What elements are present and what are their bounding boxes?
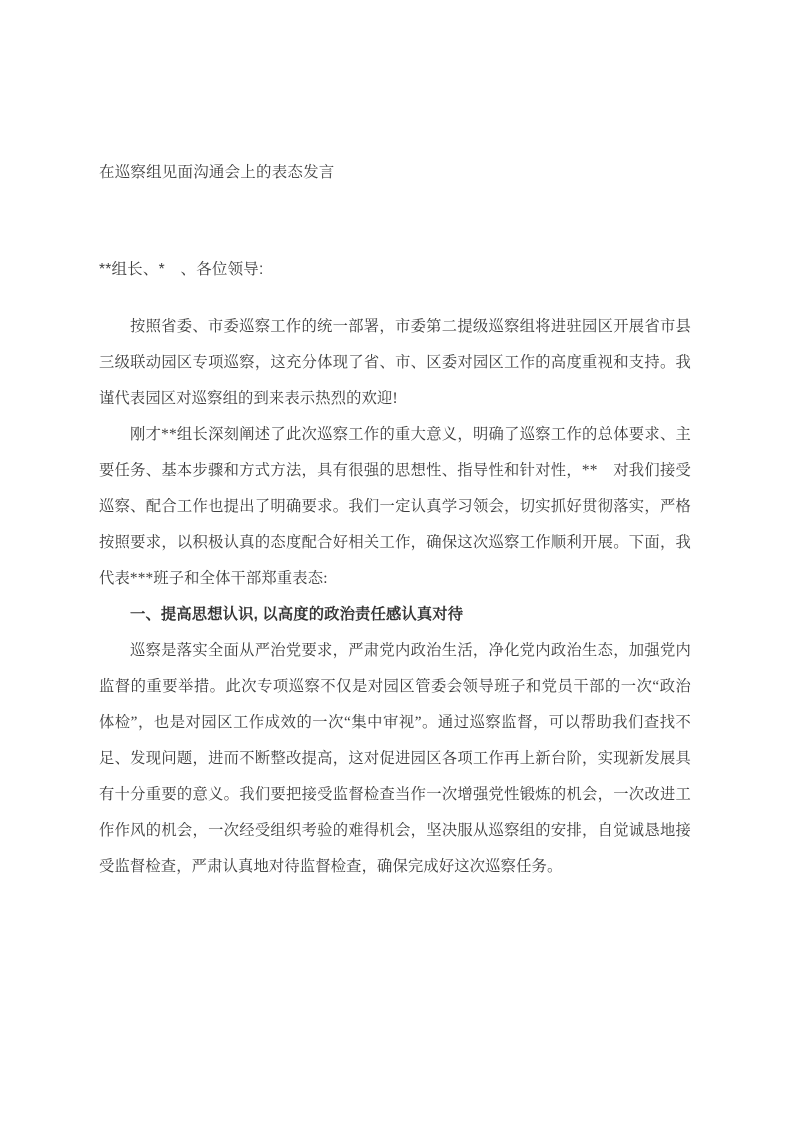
page-title: 在巡察组见面沟通会上的表态发言 (99, 164, 335, 181)
document-body (99, 162, 691, 885)
paragraph-intro-statement: 刚才**组长深刻阐述了此次巡察工作的重大意义，明确了巡察工作的总体要求、主要任务、基本步骤和方式方法，具有很强的思想性、指导性和针对性，** 对我们接受巡察、配合工作也提出了明确要求。我们一定认真学习领会，切实抓好贯彻落实，严格按照要求，以积极认真的态度配合好相关工作，确保这次巡察工作顺利开展。下面，我代表***班子和全体干部郑重表态: (99, 426, 691, 587)
paragraph-section-one-body: 巡察是落实全面从严治党要求，严肃党内政治生活，净化党内政治生态，加强党内监督的重要举措。此次专项巡察不仅是对园区管委会领导班子和党员干部的一次“政治体检”，也是对园区工作成效的一次“集中审视”。通过巡察监督，可以帮助我们查找不足、发现问题，进而不断整改提高，这对促进园区各项工作再上新台阶，实现新发展具有十分重要的意义。我们要把接受监督检查当作一次增强党性锻炼的机会，一次改进工作作风的机会，一次经受组织考验的难得机会，坚决服从巡察组的安排，自觉诚恳地接受监督检查，严肃认真地对待监督检查，确保完成好这次巡察任务。 (99, 642, 691, 875)
salutation-line: **组长、* 、各位领导: (99, 261, 264, 278)
section-heading-one: 一、提高思想认识, 以高度的政治责任感认真对待 (130, 606, 464, 623)
title-spacer (99, 184, 691, 259)
salutation-spacer (99, 281, 691, 309)
paragraph-intro-welcome: 按照省委、市委巡察工作的统一部署，市委第二提级巡察组将进驻园区开展省市县三级联动园区专项巡察，这充分体现了省、市、区委对园区工作的高度重视和支持。我谨代表园区对巡察组的到来表示热烈的欢迎! (99, 318, 691, 407)
